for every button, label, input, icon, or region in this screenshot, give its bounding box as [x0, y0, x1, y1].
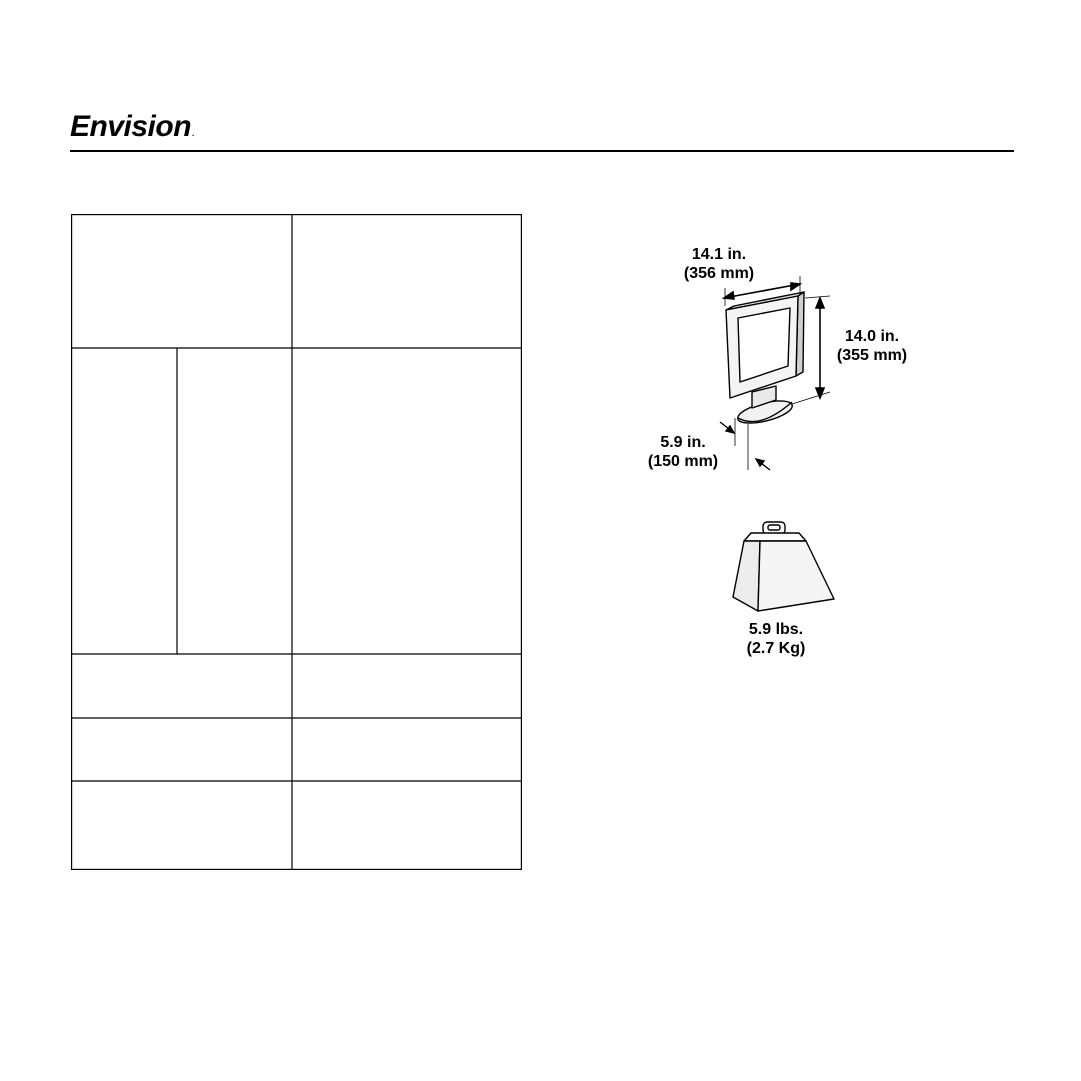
height-in-label: 14.0 in.	[844, 328, 900, 345]
height-label	[824, 327, 920, 365]
height-mm-label: (355 mm)	[836, 347, 908, 364]
weight-label	[736, 620, 816, 658]
depth-mm-label: (150 mm)	[647, 453, 719, 470]
width-mm-label: (356 mm)	[683, 265, 755, 282]
weight-illustration	[733, 522, 834, 611]
depth-label	[638, 433, 728, 471]
weight-lbs-label: 5.9 lbs.	[748, 621, 804, 638]
width-label	[669, 245, 769, 283]
width-in-label: 14.1 in.	[691, 246, 747, 263]
brand-trademark: .	[192, 129, 194, 138]
monitor-illustration	[726, 292, 804, 428]
brand-name: Envision	[70, 110, 192, 143]
depth-in-label: 5.9 in.	[660, 434, 706, 451]
weight-kg-label: (2.7 Kg)	[746, 640, 806, 657]
